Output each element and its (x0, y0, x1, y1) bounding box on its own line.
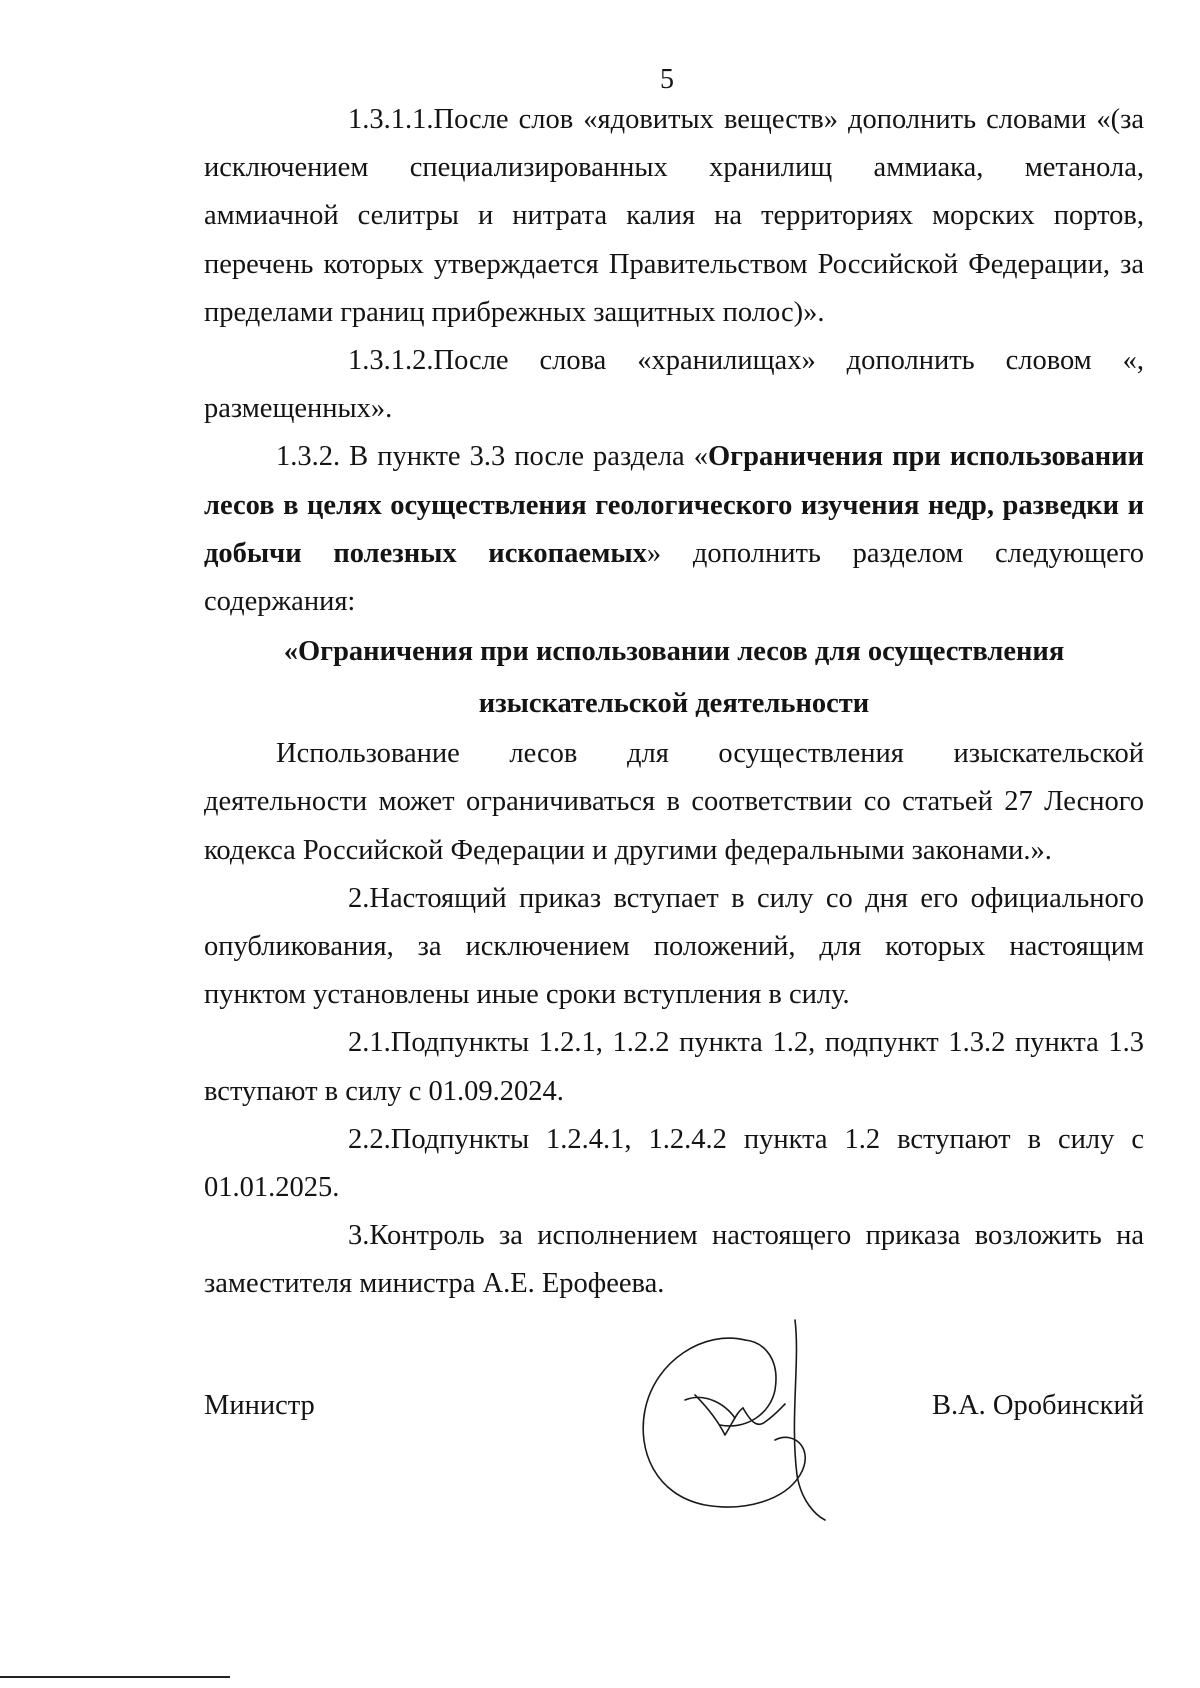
paragraph-2-1 (204, 1019, 1144, 1115)
paragraph-text: Настоящий приказ вступает в силу со дня его официального опубликования, за исключением положений, для которых настоящим пунктом установлены иные сроки вступления в силу. (204, 882, 1144, 1011)
paragraph-number: 2.1. (348, 1027, 391, 1059)
section-heading-line-2: изыскательской деятельности (478, 688, 870, 720)
page-number: 5 (660, 64, 674, 95)
paragraph-number: 2. (348, 882, 370, 914)
paragraph-text-bold: Ограничения при использовании лесов в целях осуществления геологического изучения недр, разведки и добычи полезных ископаемых (204, 441, 1144, 569)
paragraph-2 (204, 875, 1144, 1020)
paragraph-usage (204, 730, 1144, 875)
paragraph-number: 2.2. (348, 1123, 391, 1155)
footer-rule (0, 1676, 230, 1678)
paragraph-text: Использование лесов для осуществления изыскательской деятельности может ограничиваться в соответствии со статьей 27 Лесного кодекса Российской Федерации и другими федеральными законами.». (204, 738, 1144, 866)
paragraph-3 (204, 1212, 1144, 1308)
paragraph-text: После слова «хранилищах» дополнить словом «, размещенных». (204, 345, 1144, 425)
paragraph-text: Подпункты 1.2.1, 1.2.2 пункта 1.2, подпункт 1.3.2 пункта 1.3 вступают в силу с 01.09.2024. (204, 1027, 1144, 1107)
signature-block (204, 1390, 1144, 1440)
paragraph-text: Подпункты 1.2.4.1, 1.2.4.2 пункта 1.2 вступают в силу с 01.01.2025. (204, 1123, 1144, 1204)
paragraph-text-pre: 1.3.2. В пункте 3.3 после раздела « (276, 441, 709, 473)
paragraph-number: 1.3.1.1. (348, 104, 434, 135)
paragraph-1-3-1-2 (204, 337, 1144, 433)
paragraph-number: 1.3.1.2. (348, 345, 434, 377)
paragraph-1-3-1-1 (204, 96, 1144, 337)
paragraph-1-3-2 (204, 433, 1144, 626)
paragraph-number: 3. (348, 1220, 370, 1252)
paragraph-text: После слов «ядовитых веществ» дополнить словами «(за исключением специализированных хранилищ аммиака, метанола, аммиачной селитры и нитрата калия на территориях морских портов, перечень которых утверждается Правительством Российской Федерации, за пределами границ прибрежных защитных полос)». (204, 104, 1144, 328)
signatory-title: Министр (204, 1390, 315, 1421)
paragraph-text-post: » дополнить разделом следующего содержания: (204, 537, 1145, 618)
section-heading-line-1: «Ограничения при использовании лесов для осуществления (283, 636, 1065, 668)
paragraph-2-2 (204, 1116, 1144, 1212)
signatory-name: В.А. Оробинский (931, 1390, 1144, 1421)
paragraph-text: Контроль за исполнением настоящего приказа возложить на заместителя министра А.Е. Ерофеева. (204, 1220, 1144, 1300)
document-body (204, 96, 1144, 1309)
